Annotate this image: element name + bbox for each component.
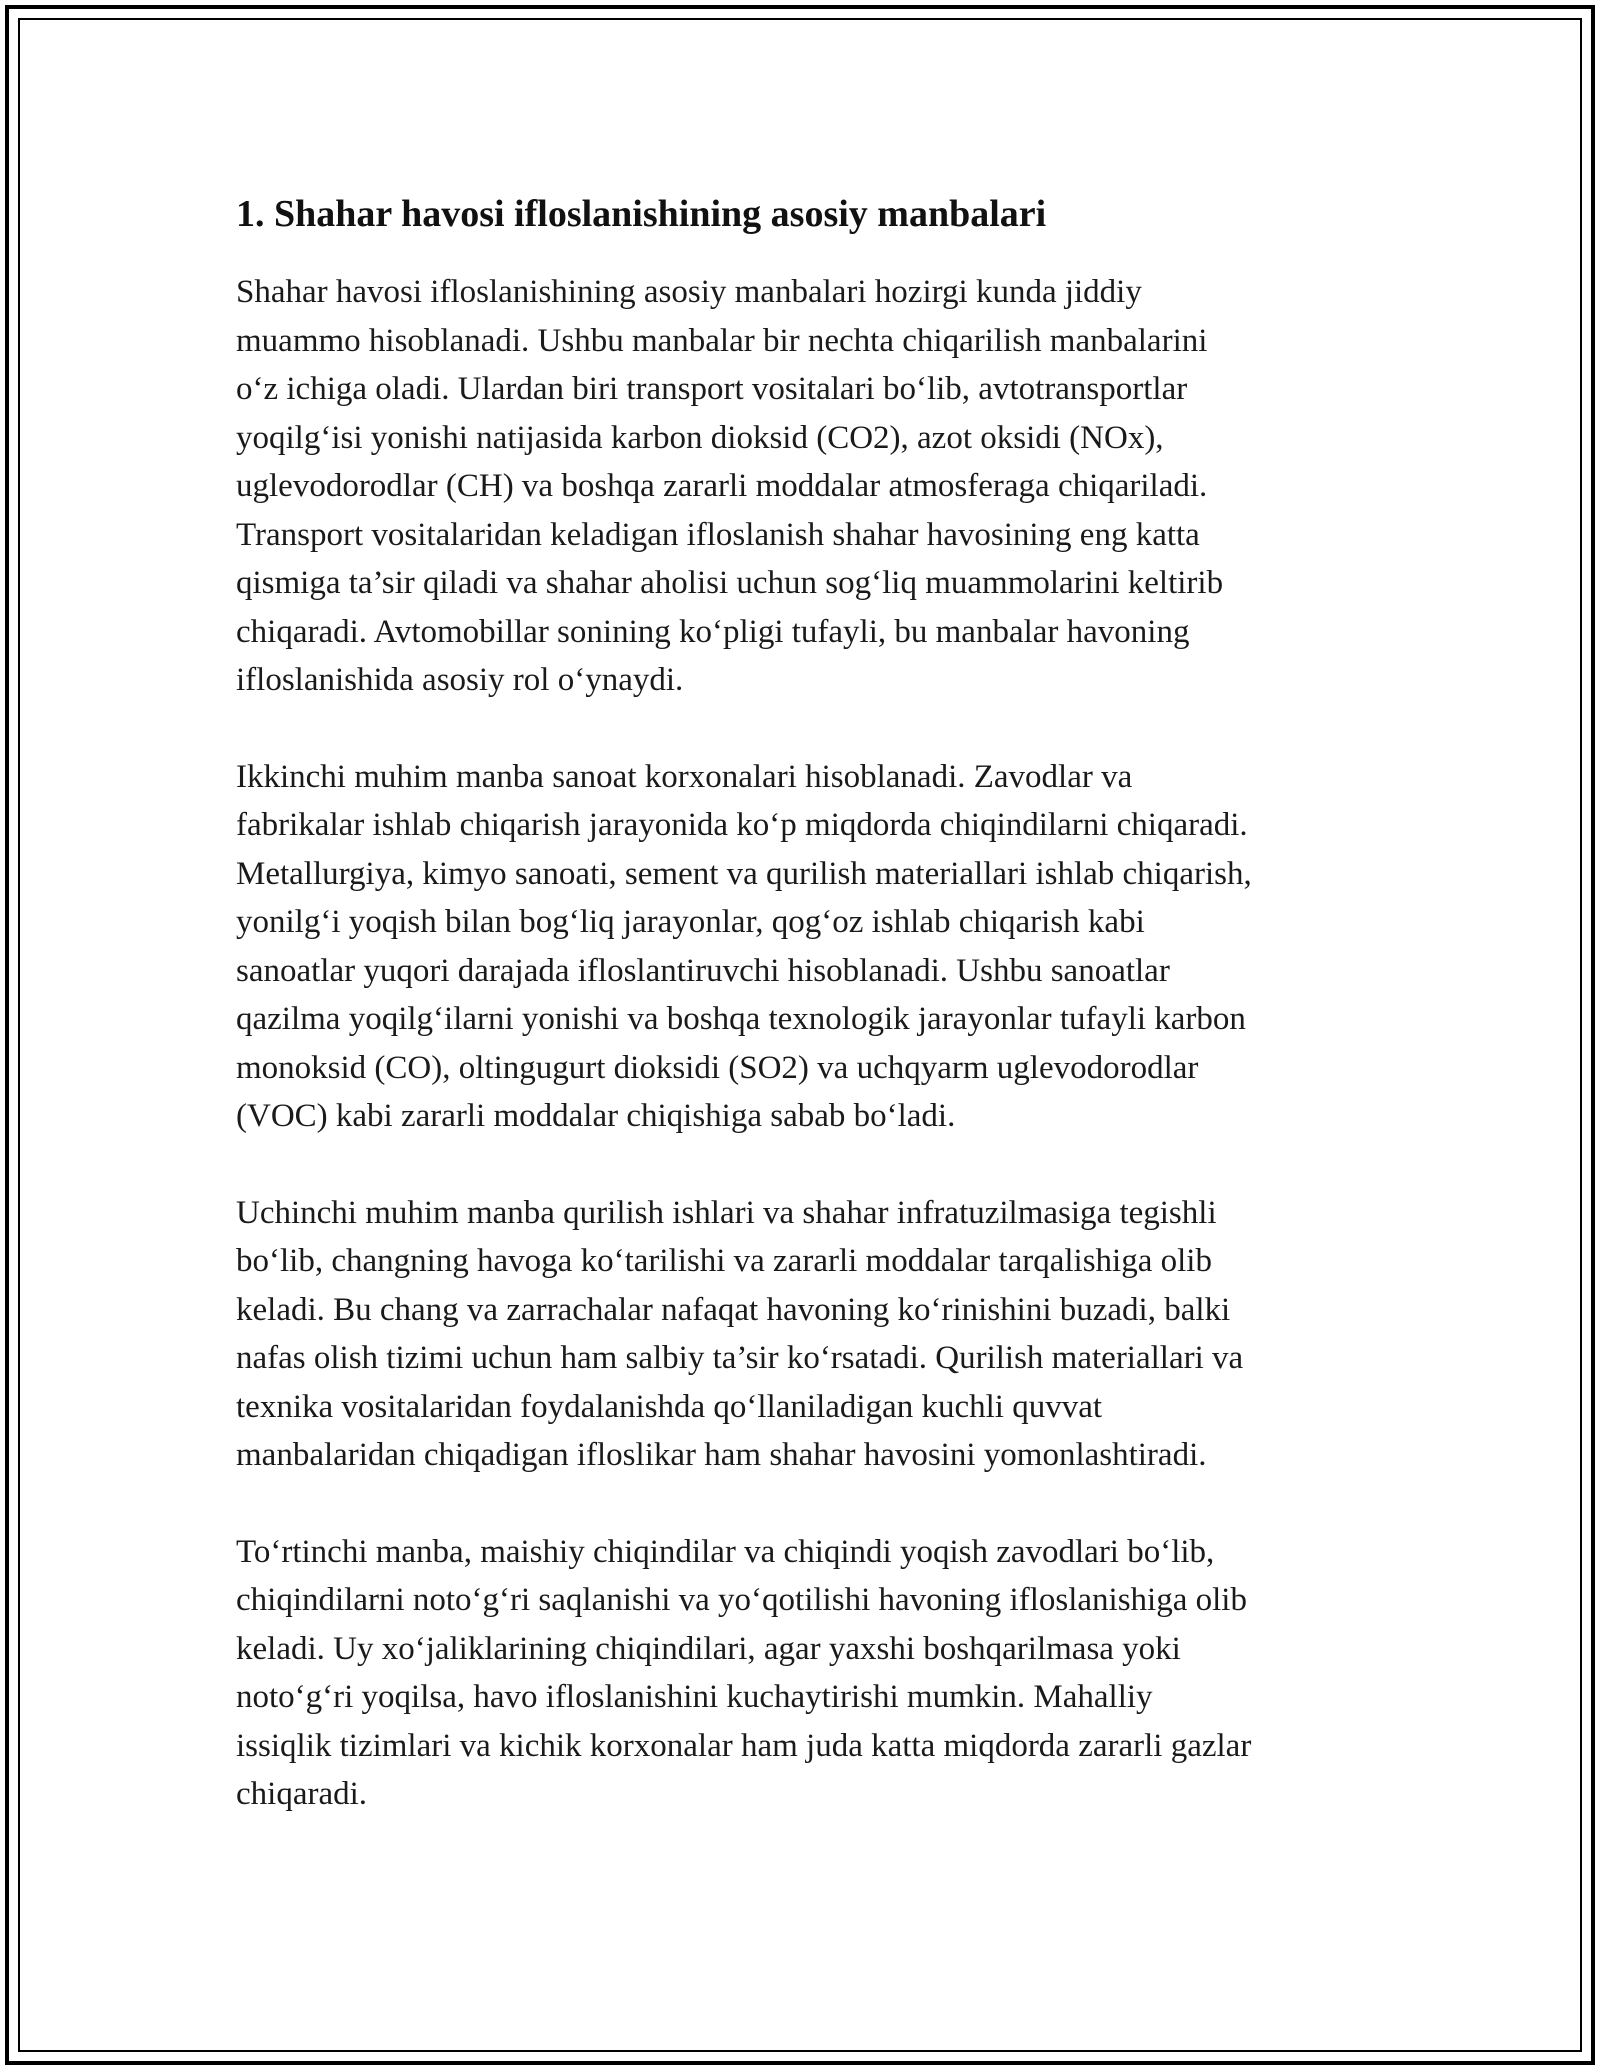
paragraph-construction: Uchinchi muhim manba qurilish ishlari va shahar infratuzilmasiga tegishli bo‘lib, changning havoga ko‘tarilishi va zararli moddalar tarqalishiga olib keladi. Bu chang va zarrachalar nafaqat havoning ko‘rinishini buzadi, balki nafas olish tizimi uchun ham salbiy ta’sir ko‘rsatadi. Qurilish materiallari va texnika vositalaridan foydalanishda qo‘llaniladigan kuchli quvvat manbalaridan chiqadigan ifloslikar ham shahar havosini yomonlashtiradi. — [236, 1194, 1244, 1473]
section-heading: 1. Shahar havosi ifloslanishining asosiy manbalari — [236, 193, 1047, 235]
paragraph-industry: Ikkinchi muhim manba sanoat korxonalari hisoblanadi. Zavodlar va fabrikalar ishlab chiqarish jarayonida ko‘p miqdorda chiqindilarni chiqaradi. Metallurgiya, kimyo sanoati, sement va qurilish materiallari ishlab chiqarish, yonilg‘i yoqish bilan bog‘liq jarayonlar, qog‘oz ishlab chiqarish kabi sanoatlar yuqori darajada ifloslantiruvchi hisoblanadi. Ushbu sanoatlar qazilma yoqilg‘ilarni yonishi va boshqa texnologik jarayonlar tufayli karbon monoksid (CO), oltingugurt dioksidi (SO2) va uchqyarm uglevodorodlar (VOC) kabi zararli moddalar chiqishiga sabab bo‘ladi. — [236, 758, 1252, 1134]
document-body — [236, 188, 1376, 1819]
paragraph-transport: Shahar havosi ifloslanishining asosiy manbalari hozirgi kunda jiddiy muammo hisoblanadi. Ushbu manbalar bir nechta chiqarilish manbalarini o‘z ichiga oladi. Ulardan biri transport vositalari bo‘lib, avtotransportlar yoqilg‘isi yonishi natijasida karbon dioksid (CO2), azot oksidi (NOx), uglevodorodlar (CH) va boshqa zararli moddalar atmosferaga chiqariladi. Transport vositalaridan keladigan ifloslanish shahar havosining eng katta qismiga ta’sir qiladi va shahar aholisi uchun sog‘liq muammolarini keltirib chiqaradi. Avtomobillar sonining ko‘pligi tufayli, bu manbalar havoning ifloslanishida asosiy rol o‘ynaydi. — [236, 274, 1224, 698]
paragraph-household-waste: To‘rtinchi manba, maishiy chiqindilar va chiqindi yoqish zavodlari bo‘lib, chiqindilarni noto‘g‘ri saqlanishi va yo‘qotilishi havoning ifloslanishiga olib keladi. Uy xo‘jaliklarining chiqindilari, agar yaxshi boshqarilmasa yoki noto‘g‘ri yoqilsa, havo ifloslanishini kuchaytirishi mumkin. Mahalliy issiqlik tizimlari va kichik korxonalar ham juda katta miqdorda zararli gazlar chiqaradi. — [236, 1533, 1252, 1812]
